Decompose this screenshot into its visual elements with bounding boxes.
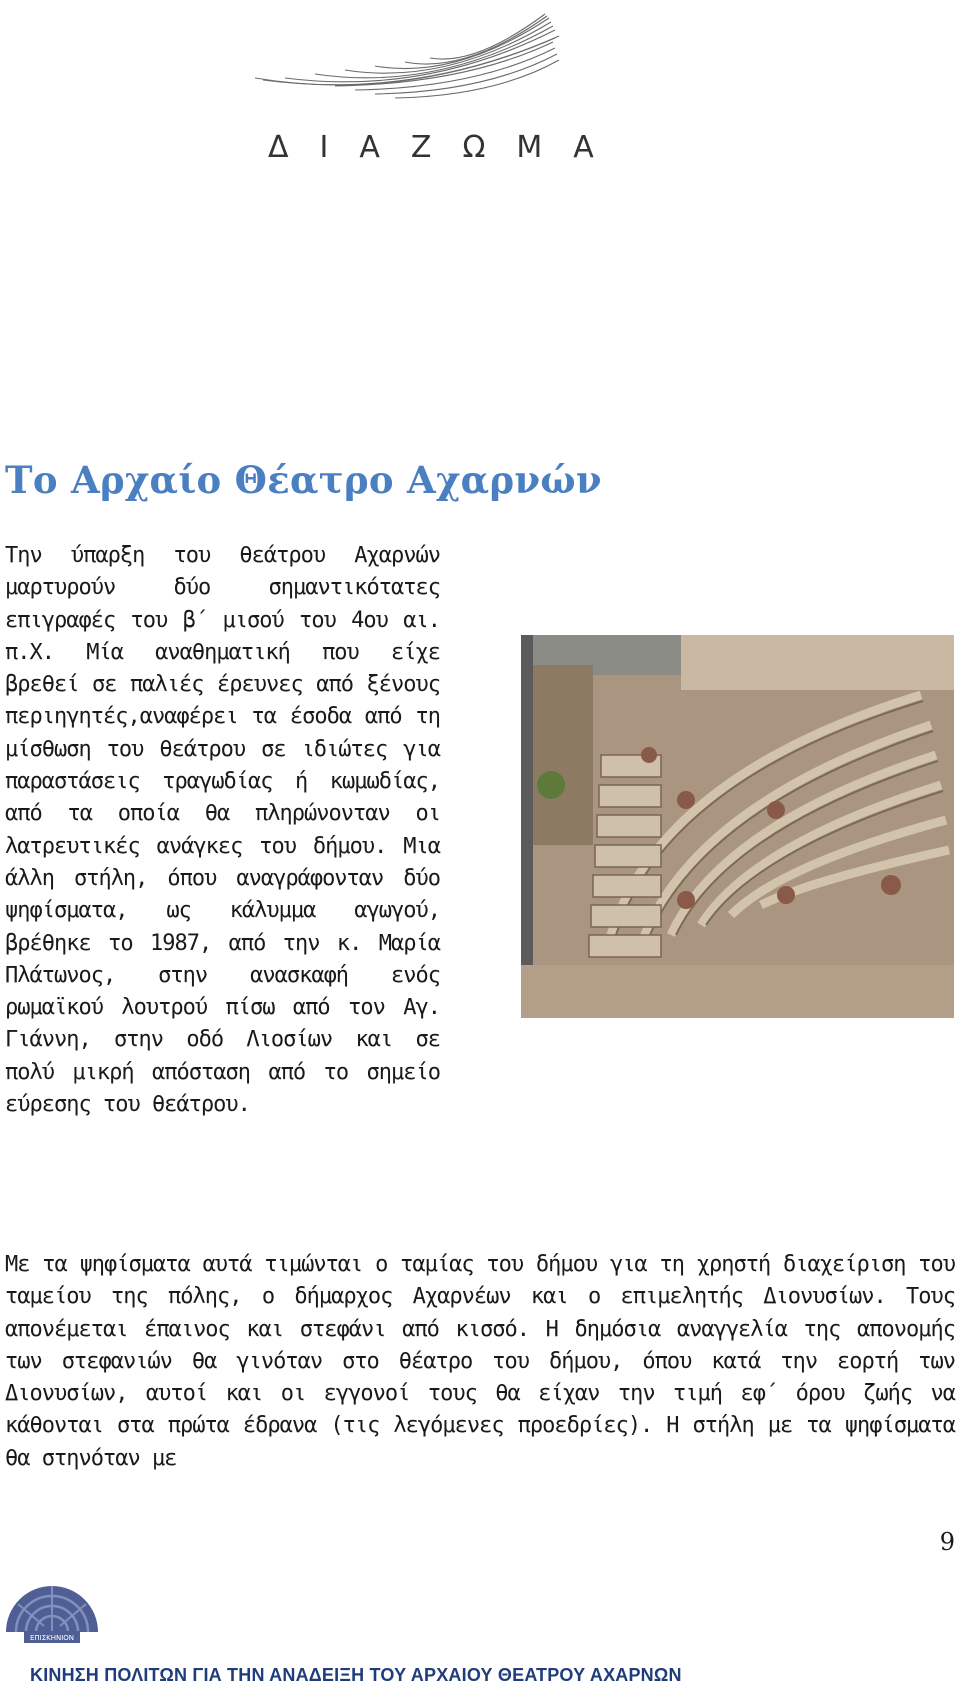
- theatre-excavation-photo: [521, 635, 954, 1018]
- diazoma-logo: [255, 8, 625, 168]
- page-number: 9: [939, 1528, 955, 1556]
- theatre-arcs-logo-icon: [255, 8, 615, 118]
- episkinion-badge: [4, 1560, 100, 1650]
- article-title: Το Αρχαίο Θέατρο Αχαρνών: [5, 458, 602, 502]
- theatre-badge-logo-icon: [4, 1560, 100, 1650]
- logo-wordmark: ΔΙΑΖΩΜΑ: [268, 130, 625, 165]
- full-width-paragraph: Με τα ψηφίσματα αυτά τιμώνται ο ταμίας του δήμου για τη χρηστή διαχείριση του ταμείου της πόλης, ο δήμαρχος Αχαρνέων και ο επιμελητής Διονυσίων. Τους απονέμεται έπαινος και στεφάνι από κισσό. Η δημόσια αναγγελία της απονομής των στεφανιών θα γινόταν στο θέατρο του δήμου, όπου κατά την εορτή των Διονυσίων, αυτοί και οι εγγονοί τους θα είχαν την τιμή εφ΄ όρου ζωής να κάθονται στα πρώτα έδρανα (τις λεγόμενες προεδρίες). Η στήλη με τα ψηφίσματα θα στηνόταν με: [5, 1252, 955, 1471]
- badge-label: ΕΠΙΣΚΗΝΙΟΝ: [29, 1634, 75, 1642]
- column-paragraph: Την ύπαρξη του θεάτρου Αχαρνών μαρτυρούν δύο σημαντικότατες επιγραφές του β΄ μισού του 4ου αι. π.Χ. Μία αναθηματική που είχε βρεθεί σε παλιές έρευνες από ξένους περιηγητές,αναφέρει τα έσοδα από τη μίσθωση του θεάτρου σε ιδιώτες για παραστάσεις τραγωδίας ή κωμωδίας, από τα οποία θα πληρώνονταν οι λατρευτικές ανάγκες του δήμου. Μια άλλη στήλη, όπου αναγράφονταν δύο ψηφίσματα, ως κάλυμμα αγωγού, βρέθηκε το 1987, από την κ. Μαρία Πλάτωνος, στην ανασκαφή ενός ρωμαϊκού λουτρού πίσω από τον Αγ. Γιάννη, στην οδό Λιοσίων και σε πολύ μικρή απόσταση από το σημείο εύρεσης του θεάτρου.: [5, 543, 440, 1118]
- footer-text: ΚΙΝΗΣΗ ΠΟΛΙΤΩΝ ΓΙΑ ΤΗΝ ΑΝΑΔΕΙΞΗ ΤΟΥ ΑΡΧΑΙΟΥ ΘΕΑΤΡΟΥ ΑΧΑΡΝΩΝ: [30, 1665, 682, 1685]
